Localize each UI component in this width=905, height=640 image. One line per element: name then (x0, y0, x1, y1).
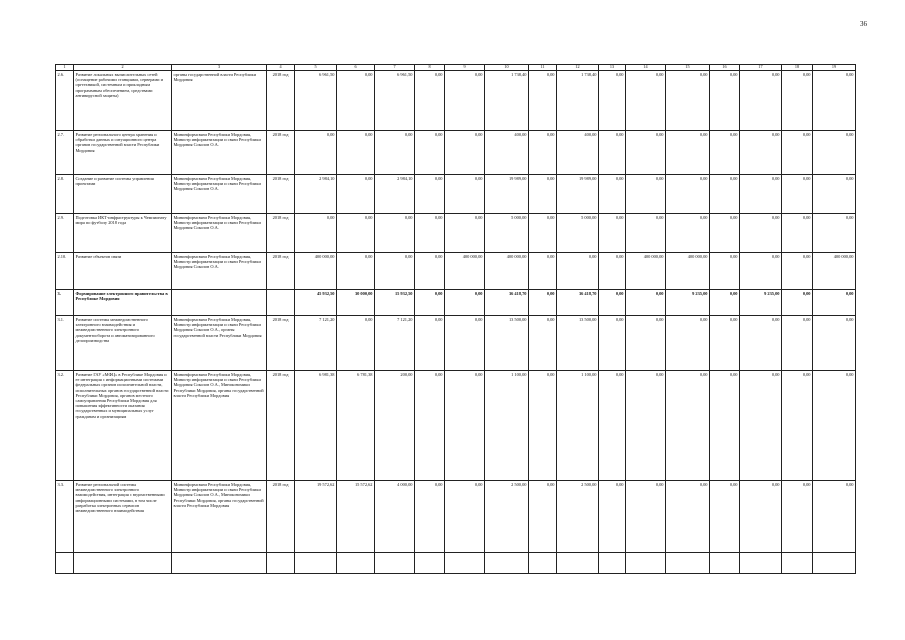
column-header: 1 (56, 65, 74, 71)
amount-cell: 0,00 (813, 71, 856, 131)
amount-cell: 0,00 (710, 481, 740, 553)
amount-cell: 0,00 (666, 371, 710, 481)
amount-cell: 0,00 (813, 290, 856, 316)
empty-cell (666, 553, 710, 574)
amount-cell: 19 989,00 (557, 175, 599, 214)
empty-cell (485, 553, 529, 574)
empty-cell (375, 553, 415, 574)
amount-cell: 4 000,00 (375, 481, 415, 553)
amount-cell: 400,00 (485, 131, 529, 175)
column-header: 6 (337, 65, 375, 71)
activity-name-cell: Развитие системы межведомственного электронного взаимодействия и межведомственного электронного документооборота и автоматизированного делопроизводства (74, 316, 172, 371)
year-cell: 2018 год (267, 316, 295, 371)
empty-cell (740, 553, 782, 574)
amount-cell: 0,00 (740, 214, 782, 253)
amount-cell: 0,00 (529, 131, 557, 175)
year-cell: 2018 год (267, 131, 295, 175)
amount-cell: 0,00 (782, 316, 813, 371)
amount-cell: 0,00 (529, 290, 557, 316)
amount-cell: 400 000,00 (626, 253, 666, 290)
amount-cell: 7 121,20 (295, 316, 337, 371)
amount-cell: 0,00 (740, 316, 782, 371)
amount-cell: 0,00 (375, 214, 415, 253)
amount-cell: 0,00 (599, 71, 626, 131)
column-header: 10 (485, 65, 529, 71)
amount-cell: 0,00 (626, 371, 666, 481)
amount-cell: 0,00 (599, 175, 626, 214)
amount-cell: 0,00 (666, 214, 710, 253)
amount-cell: 0,00 (626, 481, 666, 553)
amount-cell: 0,00 (782, 175, 813, 214)
amount-cell: 0,00 (529, 253, 557, 290)
amount-cell: 0,00 (445, 316, 485, 371)
amount-cell: 0,00 (415, 371, 445, 481)
activity-name-cell: Развитие локальных вычислительных сетей (оснащение рабочими станциями, серверами и оргтехникой, системным и прикладным программным обеспечением, средствами антивирусной защиты) (74, 71, 172, 131)
amount-cell: 6 961,50 (295, 71, 337, 131)
amount-cell: 36 418,70 (557, 290, 599, 316)
empty-row (56, 553, 856, 574)
amount-cell: 0,00 (813, 175, 856, 214)
amount-cell: 400 000,00 (813, 253, 856, 290)
amount-cell: 0,00 (375, 253, 415, 290)
column-header: 7 (375, 65, 415, 71)
year-cell: 2018 год (267, 214, 295, 253)
row-number-cell: 3. (56, 290, 74, 316)
amount-cell: 6 961,50 (375, 71, 415, 131)
amount-cell: 13 500,00 (485, 316, 529, 371)
empty-cell (415, 553, 445, 574)
responsible-cell (172, 290, 267, 316)
row-number-cell: 2.10. (56, 253, 74, 290)
responsible-cell: Мининформсвязи Республики Мордовия, Министр информатизации и связи Республики Мордовия Соколов О.А. (172, 175, 267, 214)
amount-cell: 19 572,62 (295, 481, 337, 553)
table-row (56, 175, 856, 214)
responsible-cell: Мининформсвязи Республики Мордовия, Министр информатизации и связи Республики Мордовия Соколов О.А. (172, 131, 267, 175)
column-header: 17 (740, 65, 782, 71)
responsible-cell: Мининформсвязи Республики Мордовия, Министр информатизации и связи Республики Мордовия Соколов О.А., Минэкономики Республики Мордовия, органы государственной власти Республики Мордовия (172, 371, 267, 481)
year-cell: 2018 год (267, 481, 295, 553)
amount-cell: 0,00 (626, 131, 666, 175)
amount-cell: 0,00 (529, 371, 557, 481)
amount-cell: 0,00 (666, 71, 710, 131)
empty-cell (56, 553, 74, 574)
empty-cell (445, 553, 485, 574)
amount-cell: 0,00 (445, 481, 485, 553)
amount-cell: 400 000,00 (485, 253, 529, 290)
amount-cell: 0,00 (599, 290, 626, 316)
amount-cell: 7 121,20 (375, 316, 415, 371)
amount-cell: 200,00 (375, 371, 415, 481)
amount-cell: 0,00 (710, 214, 740, 253)
table-row (56, 316, 856, 371)
column-header: 18 (782, 65, 813, 71)
amount-cell: 0,00 (415, 316, 445, 371)
empty-cell (267, 553, 295, 574)
year-cell: 2018 год (267, 371, 295, 481)
column-header: 4 (267, 65, 295, 71)
column-header: 14 (626, 65, 666, 71)
column-header: 5 (295, 65, 337, 71)
amount-cell: 0,00 (529, 71, 557, 131)
amount-cell: 0,00 (529, 175, 557, 214)
empty-cell (813, 553, 856, 574)
amount-cell: 0,00 (445, 131, 485, 175)
amount-cell: 15 932,50 (375, 290, 415, 316)
empty-cell (172, 553, 267, 574)
amount-cell: 0,00 (710, 316, 740, 371)
amount-cell: 0,00 (626, 290, 666, 316)
amount-cell: 5 000,00 (485, 214, 529, 253)
amount-cell: 0,00 (599, 131, 626, 175)
amount-cell: 0,00 (626, 316, 666, 371)
amount-cell: 400 000,00 (295, 253, 337, 290)
row-number-cell: 3.3. (56, 481, 74, 553)
amount-cell: 1 100,00 (557, 371, 599, 481)
amount-cell: 0,00 (626, 175, 666, 214)
amount-cell: 0,00 (666, 131, 710, 175)
empty-cell (599, 553, 626, 574)
amount-cell: 0,00 (782, 290, 813, 316)
year-cell: 2018 год (267, 175, 295, 214)
column-header: 8 (415, 65, 445, 71)
amount-cell: 1 100,00 (485, 371, 529, 481)
empty-cell (337, 553, 375, 574)
column-header: 13 (599, 65, 626, 71)
amount-cell: 0,00 (599, 253, 626, 290)
amount-cell: 0,00 (375, 131, 415, 175)
amount-cell: 0,00 (740, 131, 782, 175)
column-header: 19 (813, 65, 856, 71)
page-number: 36 (860, 20, 867, 28)
amount-cell: 0,00 (415, 290, 445, 316)
column-header: 15 (666, 65, 710, 71)
amount-cell: 0,00 (337, 253, 375, 290)
amount-cell: 0,00 (740, 71, 782, 131)
amount-cell: 400 000,00 (666, 253, 710, 290)
table-row (56, 71, 856, 131)
amount-cell: 400,00 (557, 131, 599, 175)
empty-cell (529, 553, 557, 574)
empty-cell (626, 553, 666, 574)
amount-cell: 0,00 (813, 481, 856, 553)
amount-cell: 0,00 (337, 131, 375, 175)
column-header: 12 (557, 65, 599, 71)
amount-cell: 19 989,00 (485, 175, 529, 214)
amount-cell: 0,00 (599, 481, 626, 553)
amount-cell: 0,00 (295, 214, 337, 253)
amount-cell: 6 781,38 (337, 371, 375, 481)
amount-cell: 0,00 (710, 290, 740, 316)
amount-cell: 0,00 (710, 131, 740, 175)
amount-cell: 1 738,40 (485, 71, 529, 131)
activity-name-cell: Развитие ГАУ «МФЦ» в Республике Мордовия и ее интеграция с информационными системами федеральных органов исполнительной власти, исполнительных органов государственной власти Республики Мордовия, органов местного самоуправления Республики Мордовия для повышения эффективности оказания государственных и муниципальных услуг гражданам и организациям (74, 371, 172, 481)
responsible-cell: Мининформсвязи Республики Мордовия, Министр информатизации и связи Республики Мордовия Соколов О.А. (172, 253, 267, 290)
amount-cell: 2 500,00 (485, 481, 529, 553)
column-header: 2 (74, 65, 172, 71)
amount-cell: 0,00 (415, 71, 445, 131)
amount-cell: 0,00 (782, 481, 813, 553)
amount-cell: 0,00 (666, 175, 710, 214)
amount-cell: 0,00 (599, 316, 626, 371)
amount-cell: 0,00 (666, 316, 710, 371)
amount-cell: 13 500,00 (557, 316, 599, 371)
budget-table (55, 64, 856, 574)
amount-cell: 2 984,10 (375, 175, 415, 214)
amount-cell: 0,00 (740, 253, 782, 290)
amount-cell: 400 000,00 (445, 253, 485, 290)
amount-cell: 0,00 (445, 214, 485, 253)
activity-name-cell: Подготовка ИКТ-инфраструктуры к Чемпионату мира по футболу 2018 года (74, 214, 172, 253)
amount-cell: 0,00 (710, 71, 740, 131)
amount-cell: 0,00 (599, 214, 626, 253)
table-row (56, 481, 856, 553)
row-number-cell: 2.7. (56, 131, 74, 175)
amount-cell: 0,00 (813, 371, 856, 481)
amount-cell: 0,00 (415, 131, 445, 175)
empty-cell (74, 553, 172, 574)
amount-cell: 2 500,00 (557, 481, 599, 553)
amount-cell: 0,00 (626, 71, 666, 131)
responsible-cell: Мининформсвязи Республики Мордовия, Министр информатизации и связи Республики Мордовия Соколов О.А., органы государственной власти Республики Мордовия (172, 316, 267, 371)
amount-cell: 30 000,00 (337, 290, 375, 316)
amount-cell: 1 738,40 (557, 71, 599, 131)
amount-cell: 0,00 (813, 214, 856, 253)
amount-cell: 0,00 (782, 131, 813, 175)
amount-cell: 9 235,00 (740, 290, 782, 316)
amount-cell: 0,00 (782, 253, 813, 290)
amount-cell: 0,00 (557, 253, 599, 290)
responsible-cell: Мининформсвязи Республики Мордовия, Министр информатизации и связи Республики Мордовия Соколов О.А., Минэкономики Республики Мордовия, органы государственной власти Республики Мордовия (172, 481, 267, 553)
amount-cell: 0,00 (337, 71, 375, 131)
amount-cell: 0,00 (782, 71, 813, 131)
year-cell (267, 290, 295, 316)
amount-cell: 0,00 (529, 214, 557, 253)
amount-cell: 0,00 (415, 481, 445, 553)
amount-cell: 0,00 (445, 290, 485, 316)
table-row (56, 253, 856, 290)
year-cell: 2018 год (267, 253, 295, 290)
amount-cell: 0,00 (599, 371, 626, 481)
row-number-cell: 2.9. (56, 214, 74, 253)
activity-name-cell: Создание и развитие системы управления проектами (74, 175, 172, 214)
activity-name-cell: Формирование электронного правительства в Республике Мордовия (74, 290, 172, 316)
amount-cell: 45 932,50 (295, 290, 337, 316)
activity-name-cell: Развитие объектов связи (74, 253, 172, 290)
amount-cell: 15 572,62 (337, 481, 375, 553)
row-number-cell: 2.8. (56, 175, 74, 214)
amount-cell: 0,00 (740, 481, 782, 553)
amount-cell: 0,00 (295, 131, 337, 175)
amount-cell: 0,00 (415, 214, 445, 253)
amount-cell: 2 984,10 (295, 175, 337, 214)
amount-cell: 0,00 (337, 175, 375, 214)
amount-cell: 6 981,38 (295, 371, 337, 481)
row-number-cell: 3.2. (56, 371, 74, 481)
amount-cell: 0,00 (740, 371, 782, 481)
amount-cell: 0,00 (740, 175, 782, 214)
amount-cell: 0,00 (782, 371, 813, 481)
row-number-cell: 3.1. (56, 316, 74, 371)
table-row (56, 290, 856, 316)
empty-cell (710, 553, 740, 574)
table-row (56, 131, 856, 175)
amount-cell: 0,00 (445, 175, 485, 214)
amount-cell: 0,00 (415, 175, 445, 214)
amount-cell: 9 235,00 (666, 290, 710, 316)
amount-cell: 0,00 (813, 316, 856, 371)
empty-cell (782, 553, 813, 574)
amount-cell: 0,00 (415, 253, 445, 290)
amount-cell: 0,00 (337, 316, 375, 371)
column-header: 9 (445, 65, 485, 71)
activity-name-cell: Развитие регионального центра хранения и обработки данных и ситуационного центра органов государственной власти Республики Мордовия (74, 131, 172, 175)
amount-cell: 0,00 (710, 175, 740, 214)
amount-cell: 5 000,00 (557, 214, 599, 253)
amount-cell: 0,00 (529, 316, 557, 371)
amount-cell: 0,00 (813, 131, 856, 175)
amount-cell: 0,00 (626, 214, 666, 253)
amount-cell: 0,00 (782, 214, 813, 253)
amount-cell: 0,00 (445, 71, 485, 131)
column-header: 16 (710, 65, 740, 71)
table-row (56, 371, 856, 481)
amount-cell: 0,00 (666, 481, 710, 553)
row-number-cell: 2.6. (56, 71, 74, 131)
amount-cell: 0,00 (710, 253, 740, 290)
responsible-cell: органы государственной власти Республики Мордовия (172, 71, 267, 131)
empty-cell (295, 553, 337, 574)
empty-cell (557, 553, 599, 574)
amount-cell: 0,00 (445, 371, 485, 481)
amount-cell: 0,00 (529, 481, 557, 553)
amount-cell: 36 418,70 (485, 290, 529, 316)
amount-cell: 0,00 (710, 371, 740, 481)
responsible-cell: Мининформсвязи Республики Мордовия, Министр информатизации и связи Республики Мордовия Соколов О.А. (172, 214, 267, 253)
year-cell: 2018 год (267, 71, 295, 131)
column-header: 3 (172, 65, 267, 71)
column-header: 11 (529, 65, 557, 71)
table-row (56, 214, 856, 253)
activity-name-cell: Развитие региональной системы межведомственного электронного взаимодействия, интеграция с ведомственными информационными системами, в том числе разработка электронных сервисов межведомственного взаимодействия (74, 481, 172, 553)
amount-cell: 0,00 (337, 214, 375, 253)
